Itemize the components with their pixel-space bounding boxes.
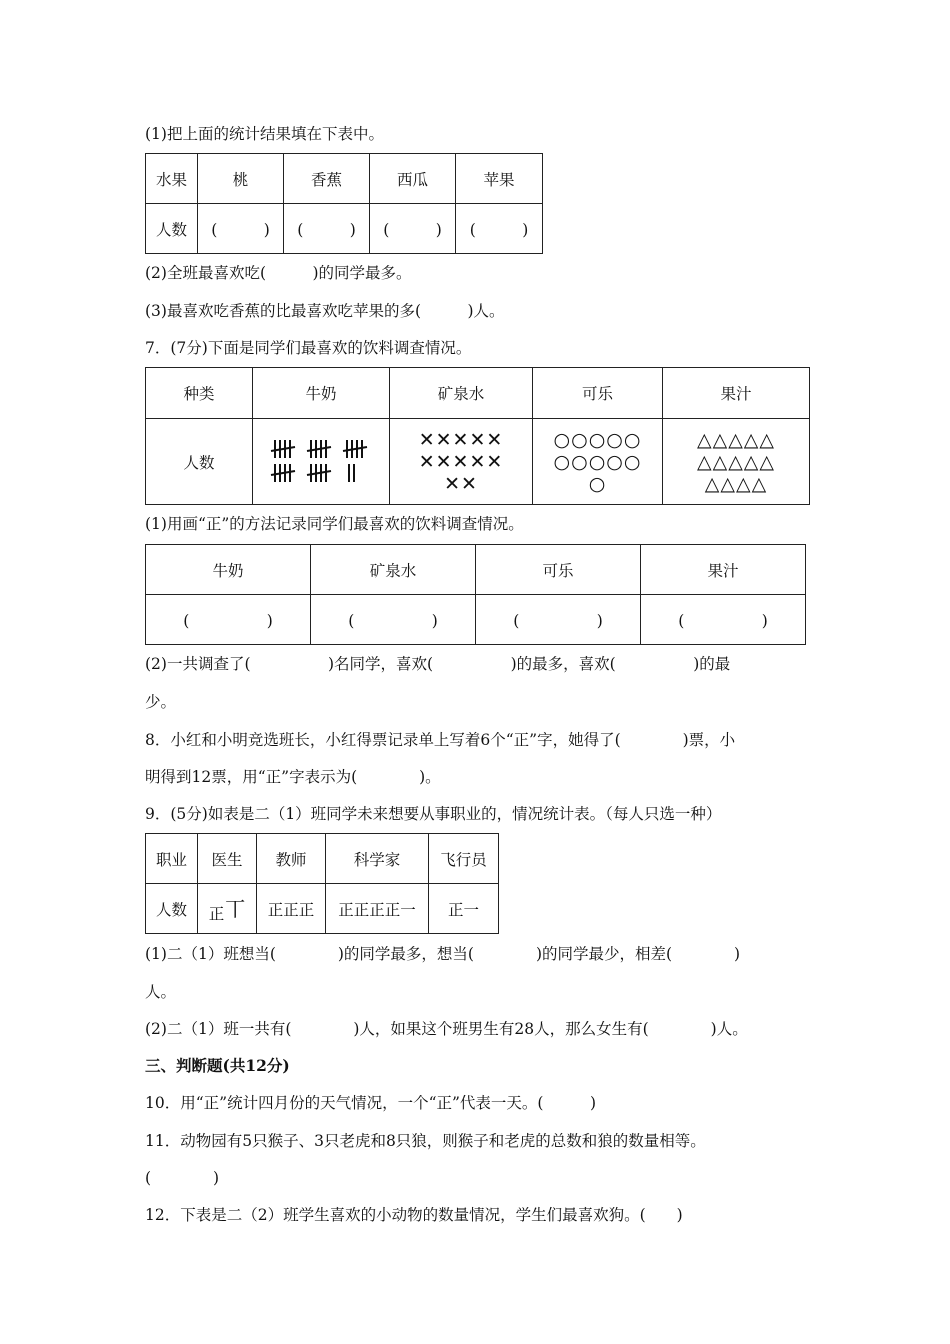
drink-table-header: 矿泉水	[390, 368, 533, 419]
record-answer-blank[interactable]: ( )	[311, 595, 476, 645]
q11-answer-blank[interactable]: ( )	[145, 1169, 220, 1187]
q8-line2: 明得到12票，用“正”字表示为( )。	[145, 768, 441, 786]
drink-table-header: 牛奶	[253, 368, 390, 419]
q12: 12．下表是二（2）班学生喜欢的小动物的数量情况，学生们最喜欢狗。( )	[145, 1206, 683, 1224]
q6-sub3: (3)最喜欢吃香蕉的比最喜欢吃苹果的多( )人。	[145, 302, 505, 320]
career-table-header: 医生	[198, 834, 257, 884]
q9-title: 9．(5分)如表是二（1）班同学未来想要从事职业的，情况统计表。（每人只选一种）	[145, 805, 722, 823]
record-table-header: 牛奶	[146, 545, 311, 595]
drink-survey-table	[145, 367, 810, 505]
career-table-header: 教师	[257, 834, 326, 884]
fruit-table-header: 西瓜	[370, 154, 456, 204]
fruit-table-header: 桃	[198, 154, 284, 204]
juice-marks-row: △△△△	[704, 472, 768, 495]
q6-sub2: (2)全班最喜欢吃( )的同学最多。	[145, 264, 412, 282]
career-table-header: 科学家	[326, 834, 429, 884]
fruit-answer-blank[interactable]: ( )	[370, 204, 456, 254]
record-table-header: 矿泉水	[311, 545, 476, 595]
fruit-table-row-label: 人数	[146, 204, 198, 254]
teacher-count: 正正正	[257, 884, 326, 934]
q6-sub1: (1)把上面的统计结果填在下表中。	[145, 125, 384, 143]
career-table-header: 飞行员	[429, 834, 499, 884]
fruit-table	[145, 153, 543, 254]
fruit-answer-blank[interactable]: ( )	[198, 204, 284, 254]
tally-marks-icon	[269, 436, 373, 488]
cola-marks-row: ○	[588, 472, 607, 495]
career-table-header: 职业	[146, 834, 198, 884]
fruit-answer-blank[interactable]: ( )	[284, 204, 370, 254]
record-answer-blank[interactable]: ( )	[641, 595, 806, 645]
q7-title: 7．(7分)下面是同学们最喜欢的饮料调查情况。	[145, 339, 472, 357]
career-table	[145, 833, 499, 934]
doctor-partial-mark: 丅	[225, 897, 246, 921]
juice-marks-row: △△△△△	[696, 450, 776, 473]
career-table-row-label: 人数	[146, 884, 198, 934]
water-marks-row: ✕✕✕✕✕	[418, 428, 504, 451]
cola-marks-row: ○○○○○	[553, 428, 642, 451]
q7-sub2-line1: (2)一共调查了( )名同学，喜欢( )的最多，喜欢( )的最	[145, 655, 731, 673]
record-table-header: 果汁	[641, 545, 806, 595]
doctor-count: 正	[208, 905, 225, 923]
q8-line1: 8．小红和小明竞选班长，小红得票记录单上写着6个“正”字，她得了( )票，小	[145, 731, 736, 749]
record-answer-blank[interactable]: ( )	[476, 595, 641, 645]
q10: 10．用“正”统计四月份的天气情况，一个“正”代表一天。( )	[145, 1094, 597, 1112]
scientist-count: 正正正正一	[326, 884, 429, 934]
fruit-table-header: 香蕉	[284, 154, 370, 204]
q9-sub2: (2)二（1）班一共有( )人，如果这个班男生有28人，那么女生有( )人。	[145, 1020, 748, 1038]
record-answer-blank[interactable]: ( )	[146, 595, 311, 645]
drink-table-header: 种类	[146, 368, 253, 419]
drink-table-header: 可乐	[533, 368, 663, 419]
fruit-table-header: 水果	[146, 154, 198, 204]
q9-sub1-line1: (1)二（1）班想当( )的同学最多，想当( )的同学最少，相差( )	[145, 945, 741, 963]
water-marks-row: ✕✕	[444, 472, 478, 495]
juice-marks	[663, 419, 810, 505]
q9-sub1-line2: 人。	[145, 983, 177, 1001]
pilot-count: 正一	[429, 884, 499, 934]
water-marks	[390, 419, 533, 505]
q7-sub1: (1)用画“正”的方法记录同学们最喜欢的饮料调查情况。	[145, 515, 524, 533]
juice-marks-row: △△△△△	[696, 428, 776, 451]
fruit-table-header: 苹果	[456, 154, 543, 204]
cola-marks-row: ○○○○○	[553, 450, 642, 473]
doctor-count-cell	[198, 884, 257, 934]
milk-tally-marks	[253, 419, 390, 505]
drink-table-header: 果汁	[663, 368, 810, 419]
cola-marks	[533, 419, 663, 505]
water-marks-row: ✕✕✕✕✕	[418, 450, 504, 473]
q7-sub2-line2: 少。	[145, 693, 177, 711]
drink-record-table	[145, 544, 806, 645]
q11-line1: 11．动物园有5只猴子、3只老虎和8只狼，则猴子和老虎的总数和狼的数量相等。	[145, 1132, 706, 1150]
record-table-header: 可乐	[476, 545, 641, 595]
section-heading: 三、判断题(共12分)	[145, 1056, 290, 1075]
fruit-answer-blank[interactable]: ( )	[456, 204, 543, 254]
drink-table-row-label: 人数	[146, 419, 253, 505]
